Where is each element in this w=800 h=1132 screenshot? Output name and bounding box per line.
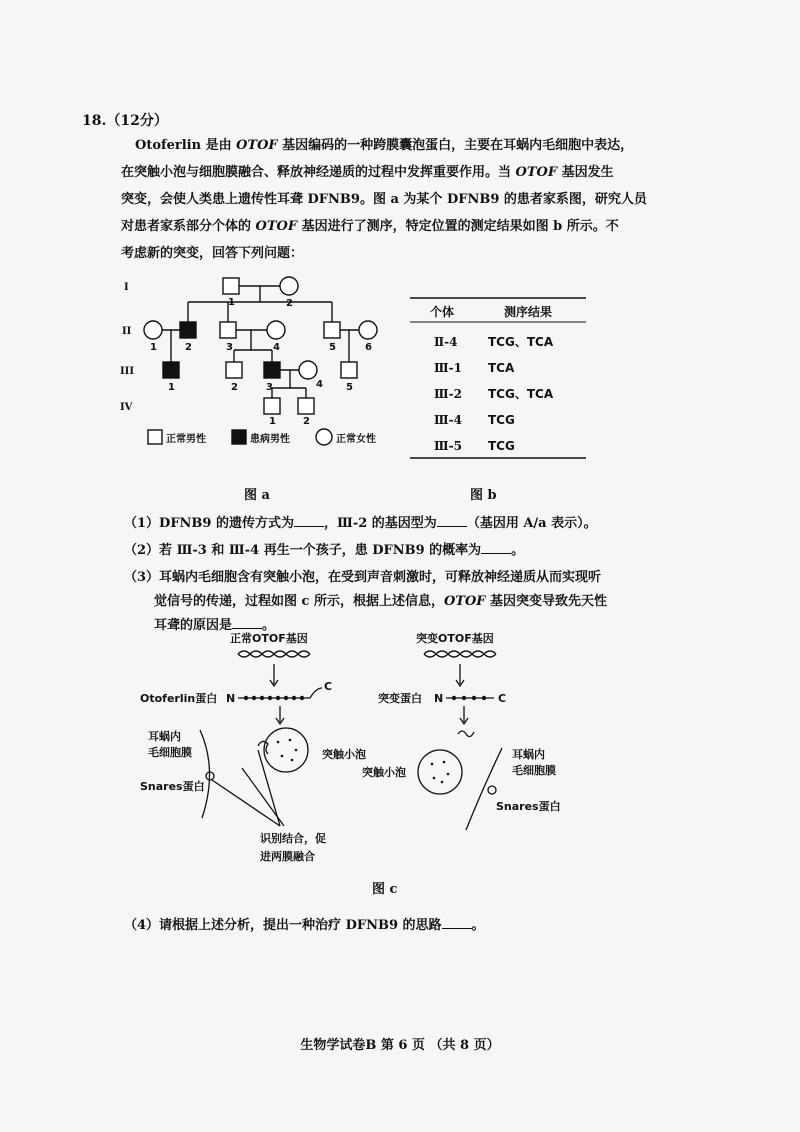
label-I2: 2: [286, 298, 293, 309]
label-III3: 3: [266, 382, 273, 393]
membrane-label-right-2: 毛细胞膜: [512, 764, 556, 777]
table-row-5-individual: Ⅲ-5: [434, 439, 462, 453]
figure-a-caption: 图 a: [244, 488, 270, 503]
figure-c-caption: 图 c: [372, 882, 398, 897]
gen-label-II: II: [122, 326, 132, 337]
snares-right: [488, 786, 496, 794]
label-II3: 3: [226, 342, 233, 353]
table-row-1-result: TCG、TCA: [488, 335, 554, 349]
snares-right-label: Snares蛋白: [496, 800, 561, 813]
mutant-protein-label: 突变蛋白: [378, 692, 422, 705]
n-terminus-right: N: [434, 692, 444, 705]
vesicle-left-label: 突触小泡: [322, 748, 366, 761]
table-row-2-individual: Ⅲ-1: [434, 361, 462, 375]
n-terminus-left: N: [226, 692, 236, 705]
sub-question-3: （3）耳蜗内毛细胞含有突触小泡，在受到声音刺激时，可释放神经递质从而实现听 觉信号的传递，过程如图 c 所示，根据上述信息，OTOF 基因突变导致先天性 耳聋的原因是 。: [124, 570, 608, 633]
vesicle-right-label: 突触小泡: [362, 766, 406, 779]
table-row-1-individual: Ⅱ-4: [434, 335, 458, 349]
intro-line-5: 考虑新的突变，回答下列问题：: [121, 246, 304, 261]
pedigree-II1: [144, 321, 162, 339]
label-III1: 1: [168, 382, 175, 393]
legend-affected-male: 患病男性: [250, 434, 290, 445]
pedigree-I1: [223, 278, 239, 294]
recognition-label-2: 进两膜融合: [260, 850, 315, 863]
legend-normal-female: 正常女性: [336, 434, 376, 445]
membrane-left: [200, 730, 210, 818]
membrane-label-left-2: 毛细胞膜: [148, 746, 192, 759]
sub-question-1: （1）DFNB9 的遗传方式为 ，Ⅲ-2 的基因型为 （基因用 A/a 表示）。: [124, 516, 597, 531]
question-score: （12分）: [106, 113, 168, 129]
membrane-right: [466, 748, 502, 830]
label-I1: 1: [228, 297, 235, 308]
legend-affected-male-icon: [232, 430, 246, 444]
label-IV2: 2: [303, 416, 310, 427]
pedigree-III5: [341, 362, 357, 378]
legend-normal-female-icon: [316, 429, 332, 445]
figure-b-caption: 图 b: [470, 488, 497, 503]
legend-normal-male-icon: [148, 430, 162, 444]
mutant-protein-fragment: [458, 731, 474, 737]
vesicle-right: [418, 750, 462, 794]
pedigree-III4: [299, 361, 317, 379]
table-header-individual: 个体: [430, 305, 455, 319]
label-II6: 6: [365, 342, 372, 353]
label-II5: 5: [329, 342, 336, 353]
table-header-result: 测序结果: [504, 305, 553, 319]
figure-c: [130, 630, 600, 870]
pedigree-IV1: [264, 398, 280, 414]
label-II4: 4: [273, 342, 280, 353]
membrane-label-left-1: 耳蜗内: [148, 730, 181, 743]
label-IV1: 1: [269, 416, 276, 427]
pedigree-figure: [110, 270, 410, 470]
c-terminus-right: C: [498, 692, 507, 705]
pedigree-IV2: [298, 398, 314, 414]
answer-blank-2[interactable]: [481, 541, 511, 554]
intro-line-2: 在突触小泡与细胞膜融合、释放神经递质的过程中发挥重要作用。当 OTOF 基因发生: [121, 165, 614, 180]
pedigree-II4: [267, 321, 285, 339]
table-row-4-result: TCG: [488, 413, 515, 427]
pedigree-II5: [324, 322, 340, 338]
mutant-gene-label: 突变OTOF基因: [416, 632, 494, 645]
recognition-label-1: 识别结合，促: [260, 832, 326, 845]
table-row-3-individual: Ⅲ-2: [434, 387, 462, 401]
gen-label-III: III: [120, 366, 135, 377]
answer-blank-1b[interactable]: [437, 514, 467, 527]
legend-normal-male: 正常男性: [166, 434, 206, 445]
pedigree-II2: [180, 322, 196, 338]
label-III5: 5: [346, 382, 353, 393]
pedigree-I2: [280, 277, 298, 295]
sub-question-2: （2）若 Ⅲ-3 和 Ⅲ-4 再生一个孩子，患 DFNB9 的概率为 。: [124, 543, 525, 558]
label-III4: 4: [316, 379, 323, 390]
page-footer: 生物学试卷B 第 6 页 （共 8 页）: [300, 1038, 500, 1053]
intro-line-1: Otoferlin 是由 OTOF 基因编码的一种跨膜囊泡蛋白，主要在耳蜗内毛细胞中表达，: [135, 138, 634, 153]
snares-left-label: Snares蛋白: [140, 780, 205, 793]
pedigree-II6: [359, 321, 377, 339]
table-row-3-result: TCG、TCA: [488, 387, 554, 401]
vesicle-left: [264, 728, 308, 772]
otoferlin-protein-label: Otoferlin蛋白: [140, 692, 218, 705]
answer-blank-4[interactable]: [442, 916, 472, 929]
question-index: 18.: [82, 113, 107, 129]
gen-label-IV: IV: [120, 402, 133, 413]
table-row-2-result: TCA: [488, 361, 515, 375]
answer-blank-1a[interactable]: [294, 514, 324, 527]
c-terminus-left: C: [324, 680, 333, 693]
label-II1: 1: [150, 342, 157, 353]
question-number: [82, 110, 168, 130]
pedigree-III1: [163, 362, 179, 378]
sequencing-table: [408, 292, 588, 462]
intro-line-3: 突变，会使人类患上遗传性耳聋 DFNB9。图 a 为某个 DFNB9 的患者家系图，研究人员: [121, 192, 647, 207]
sub-question-4: （4）请根据上述分析，提出一种治疗 DFNB9 的思路 。: [124, 918, 485, 933]
normal-gene-label: 正常OTOF基因: [230, 632, 308, 645]
label-III2: 2: [231, 382, 238, 393]
pedigree-II3: [220, 322, 236, 338]
table-row-5-result: TCG: [488, 439, 515, 453]
answer-blank-3[interactable]: [232, 616, 262, 629]
otoferlin-protein-chain: [238, 688, 322, 698]
table-row-4-individual: Ⅲ-4: [434, 413, 462, 427]
question-intro: [121, 132, 655, 267]
intro-line-4: 对患者家系部分个体的 OTOF 基因进行了测序，特定位置的测定结果如图 b 所示。不: [121, 219, 619, 234]
gen-label-I: I: [124, 282, 129, 293]
membrane-label-right-1: 耳蜗内: [512, 748, 545, 761]
pedigree-III3: [264, 362, 280, 378]
pedigree-III2: [226, 362, 242, 378]
label-II2: 2: [185, 342, 192, 353]
